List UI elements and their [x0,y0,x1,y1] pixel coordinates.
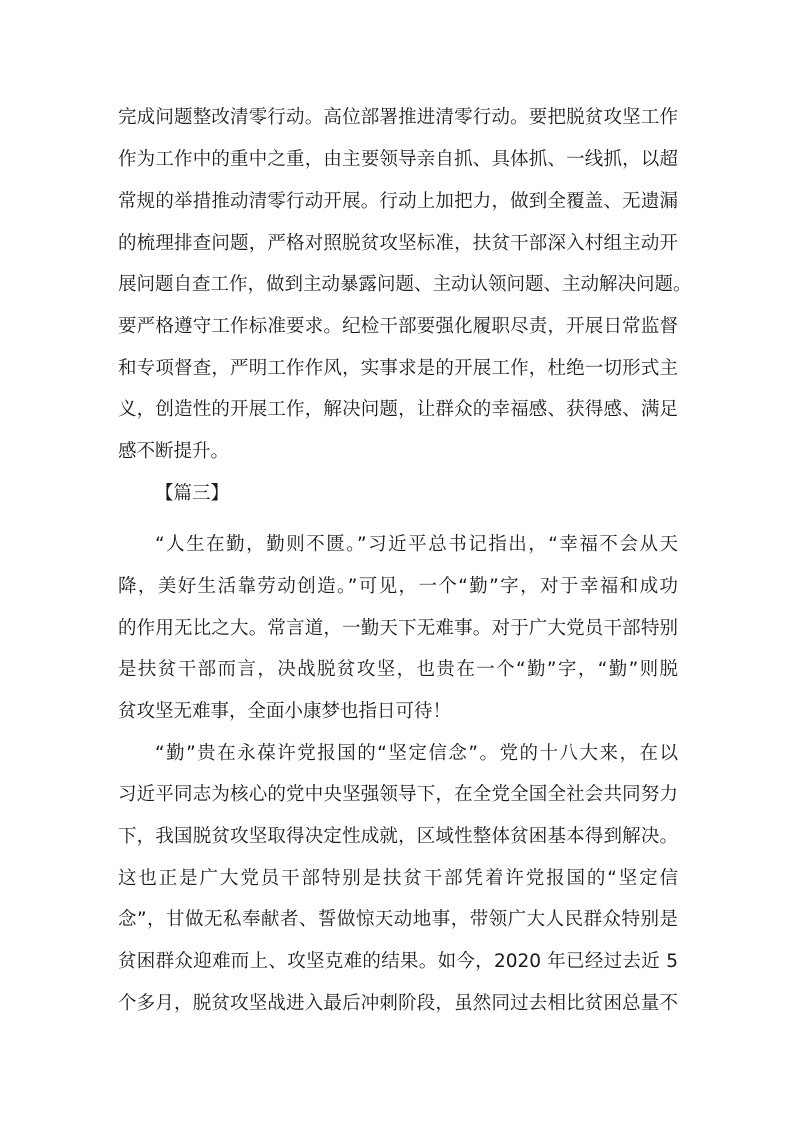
text-line: 和专项督查，严明工作作风，实事求是的开展工作，杜绝一切形式主 [118,358,678,379]
text-line: 义，创造性的开展工作，解决问题，让群众的幸福感、获得感、满足 [118,399,678,420]
text-line: 个多月，脱贫攻坚战进入最后冲刺阶段，虽然同过去相比贫困总量不 [118,993,678,1014]
text-line: 完成问题整改清零行动。高位部署推进清零行动。要把脱贫攻坚工作 [118,107,678,128]
text-line: 习近平同志为核心的党中央坚强领导下，在全党全国全社会共同努力 [118,784,678,805]
text-line: 降，美好生活靠劳动创造。”可见，一个“勤”字，对于幸福和成功 [118,576,678,597]
text-line: 作为工作中的重中之重，由主要领导亲自抓、具体抓、一线抓，以超 [118,149,678,170]
text-line: 展问题自查工作，做到主动暴露问题、主动认领问题、主动解决问题。 [118,274,692,295]
text-line: “人生在勤，勤则不匮。”习近平总书记指出，“幸福不会从天 [155,534,678,555]
text-line: 贫攻坚无难事，全面小康梦也指日可待！ [118,701,452,722]
text-line: 感不断提升。 [118,441,230,462]
text-line: 是扶贫干部而言，决战脱贫攻坚，也贵在一个“勤”字，“勤”则脱 [118,659,678,680]
text-line: 的梳理排查问题，严格对照脱贫攻坚标准，扶贫干部深入村组主动开 [118,233,678,254]
text-line: 的作用无比之大。常言道，一勤天下无难事。对于广大党员干部特别 [118,618,678,639]
section-heading: 【篇三】 [155,483,230,504]
text-line: 这也正是广大党员干部特别是扶贫干部凭着许党报国的“坚定信 [118,868,678,889]
text-line: 要严格遵守工作标准要求。纪检干部要强化履职尽责，开展日常监督 [118,316,678,337]
text-line: “勤”贵在永葆许党报国的“坚定信念”。党的十八大来，在以 [155,743,678,764]
text-line: 贫困群众迎难而上、攻坚克难的结果。如今，2020 年已经过去近 5 [118,951,678,972]
text-line: 常规的举措推动清零行动开展。行动上加把力，做到全覆盖、无遗漏 [118,191,678,212]
text-line: 下，我国脱贫攻坚取得决定性成就，区域性整体贫困基本得到解决。 [118,826,678,847]
text-line: 念”，甘做无私奉献者、誓做惊天动地事，带领广大人民群众特别是 [118,909,678,930]
